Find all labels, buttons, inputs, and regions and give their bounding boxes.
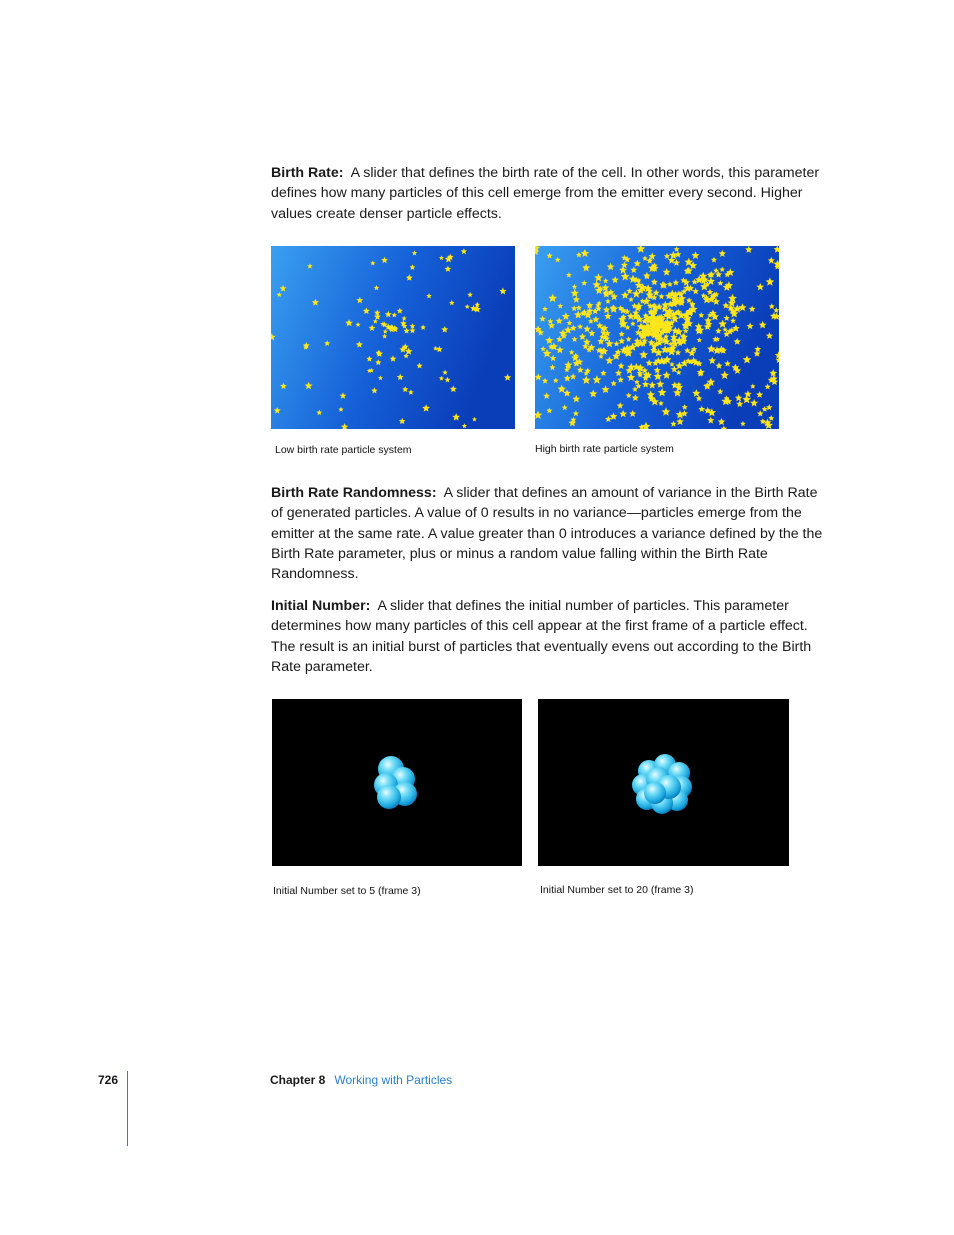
initial-number-5-caption: Initial Number set to 5 (frame 3) <box>273 885 421 897</box>
birth-rate-term: Birth Rate: <box>271 165 344 181</box>
high-birth-rate-image <box>535 246 779 429</box>
birth-rate-text: A slider that defines the birth rate of the cell. In other words, this parameter defines how many particles of this cell emerge from the emitter every second. Higher values create denser particle effects. <box>271 165 820 222</box>
bubble-cluster <box>374 756 417 809</box>
birth-rate-paragraph <box>271 163 827 224</box>
birth-rate-randomness-term: Birth Rate Randomness: <box>271 485 437 501</box>
bubble-cluster <box>632 754 692 814</box>
footer-chapter <box>270 1073 452 1087</box>
page-number: 726 <box>98 1073 119 1087</box>
birth-rate-randomness-paragraph <box>271 483 827 584</box>
initial-number-20-image <box>538 699 789 866</box>
low-birth-rate-image <box>271 246 515 429</box>
initial-number-paragraph <box>271 596 827 677</box>
footer-divider <box>127 1071 128 1146</box>
low-birth-rate-caption: Low birth rate particle system <box>275 444 412 456</box>
initial-number-term: Initial Number: <box>271 598 371 614</box>
high-birth-rate-caption: High birth rate particle system <box>535 443 674 455</box>
birth-rate-randomness-text: A slider that defines an amount of variance in the Birth Rate of generated particles. A value of 0 results in no variance—particles emerge from the emitter at the same rate. A value greater than 0 introduces a variance defined by the the Birth Rate parameter, plus or minus a random value falling within the Birth Rate Randomness. <box>271 485 823 583</box>
chapter-title: Working with Particles <box>334 1073 453 1087</box>
initial-number-20-caption: Initial Number set to 20 (frame 3) <box>540 884 694 896</box>
initial-number-5-image <box>272 699 522 866</box>
initial-number-text: A slider that defines the initial number of particles. This parameter determines how many particles of this cell appear at the first frame of a particle effect. The result is an initial burst of particles that eventually evens out according to the Birth Rate parameter. <box>271 598 812 675</box>
chapter-label: Chapter 8 <box>270 1073 326 1087</box>
